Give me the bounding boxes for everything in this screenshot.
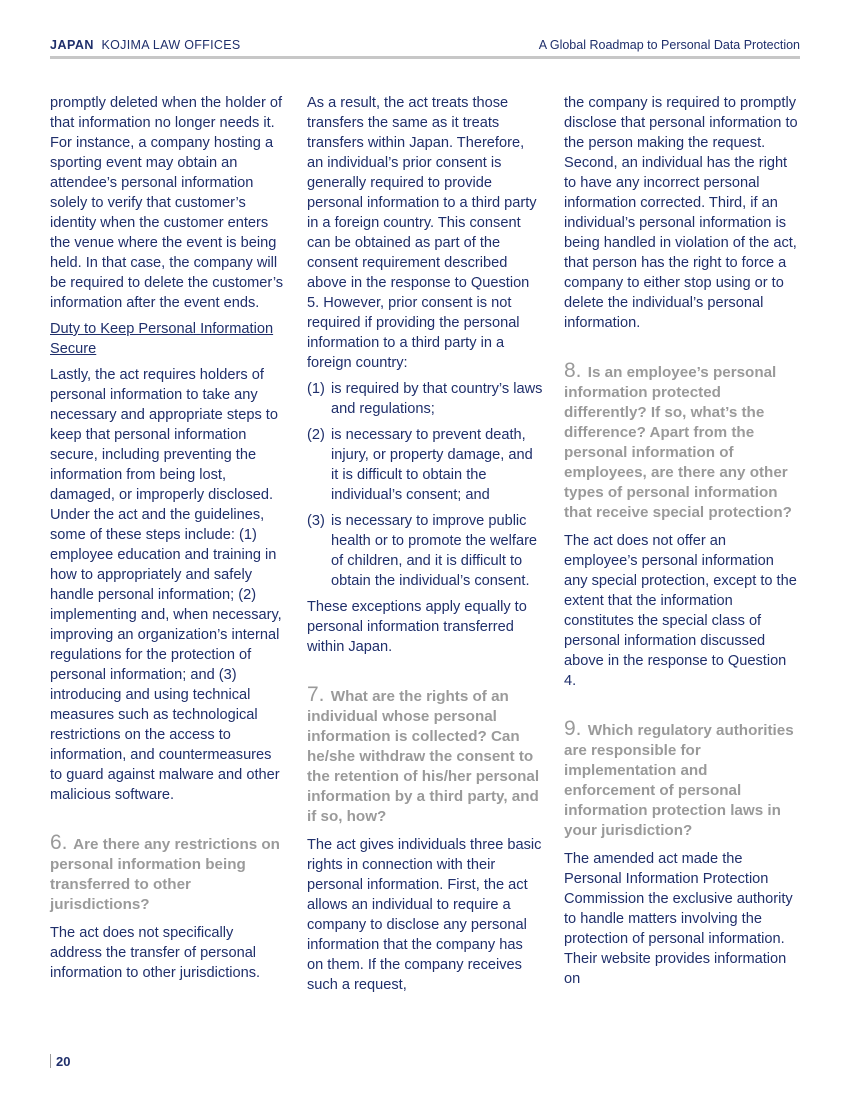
question-text: Which regulatory authorities are responsible for implementation and enforcement of personal information protection laws in your jurisdiction? [564,722,794,839]
column-1 [50,93,286,989]
footer-divider [50,1054,51,1068]
header-firm [50,38,240,52]
paragraph: These exceptions apply equally to personal information transferred within Japan. [307,599,527,655]
paragraph: The act gives individuals three basic rights in connection with their personal information. First, the act allows an individual to require a company to disclose any personal information that the company has on them. If the company receives such a request, [307,837,542,993]
question-8-heading [564,361,800,523]
question-6-heading [50,833,286,915]
question-text: Is an employee’s personal information protected differently? If so, what’s the difference? Apart from the personal information of employees, are there any other types of personal information that receive special protection? [564,364,792,521]
paragraph: The amended act made the Personal Information Protection Commission the exclusive authority to handle matters involving the protection of personal information. Their website provides information on [564,851,793,987]
column-2 [307,93,543,1001]
list-item [307,511,543,591]
paragraph: The act does not specifically address the transfer of personal information to other jurisdictions. [50,925,261,981]
list-item [307,379,543,419]
page-header [50,36,800,56]
list-item-text: is required by that country’s laws and regulations; [331,381,543,417]
question-text: What are the rights of an individual whose personal information is collected? Can he/she withdraw the consent to the retention of his/her personal information by a third party, and if so, how? [307,688,540,825]
list-item-text: is necessary to improve public health or to promote the welfare of children, and it is difficult to obtain the individual’s consent. [331,513,538,589]
paragraph: The act does not offer an employee’s personal information any special protection, except to the extent that the information constitutes the special class of personal information discussed above in the response to Question 4. [564,533,797,689]
question-number: 8. [564,359,582,382]
question-text: Are there any restrictions on personal information being transferred to other jurisdictions? [50,836,280,913]
list-item-text: is necessary to prevent death, injury, or property damage, and it is difficult to obtain the individual’s consent; and [331,427,533,503]
subheading-duty-secure: Duty to Keep Personal Information Secure [50,321,274,357]
list-item-number: (3) [307,513,325,529]
paragraph: As a result, the act treats those transfers the same as it treats transfers within Japan. Therefore, an individual’s prior consent is generally required to provide personal information to a third party in a foreign country. This consent can be obtained as part of the consent requirement described above in the response to Question 5. However, prior consent is not required if providing the personal information to a third party in a foreign country: [307,95,537,371]
list-item-number: (1) [307,381,325,397]
paragraph: the company is required to promptly disclose that personal information to the person making the request. Second, an individual has the right to have any incorrect personal information corrected. Third, if an individual’s personal information is being handled in violation of the act, that person has the right to force a company to either stop using or to delete the individual’s personal information. [564,95,798,331]
question-9-heading [564,719,800,841]
question-number: 7. [307,683,325,706]
header-firm-name: KOJIMA LAW OFFICES [101,38,241,52]
header-publication: A Global Roadmap to Personal Data Protection [538,38,800,52]
page-footer [50,1054,70,1069]
question-7-heading [307,685,543,827]
question-number: 6. [50,831,68,854]
column-3 [564,93,800,995]
header-country: JAPAN [50,38,94,52]
list-item-number: (2) [307,427,325,443]
page-number: 20 [56,1054,71,1069]
paragraph: promptly deleted when the holder of that information no longer needs it. For instance, a company hosting a sporting event may obtain an attendee’s personal information solely to verify that customer’s identity when the customer enters the venue where the event is being held. In that case, the company will be required to delete the customer’s information after the event ends. [50,95,284,311]
header-rule [50,56,800,59]
list-item [307,425,543,505]
question-number: 9. [564,717,582,740]
paragraph: Lastly, the act requires holders of personal information to take any necessary and appropriate steps to keep that personal information secure, including preventing the information from being lost, damaged, or improperly disclosed. Under the act and the guidelines, some of these steps include: (1) employee education and training in how to appropriately and safely handle personal information; (2) implementing and, when necessary, improving an organization’s internal regulations for the protection of personal information; and (3) introducing and using technical measures such as technological restrictions on the access to information, and countermeasures to guard against malware and other malicious software. [50,367,282,803]
